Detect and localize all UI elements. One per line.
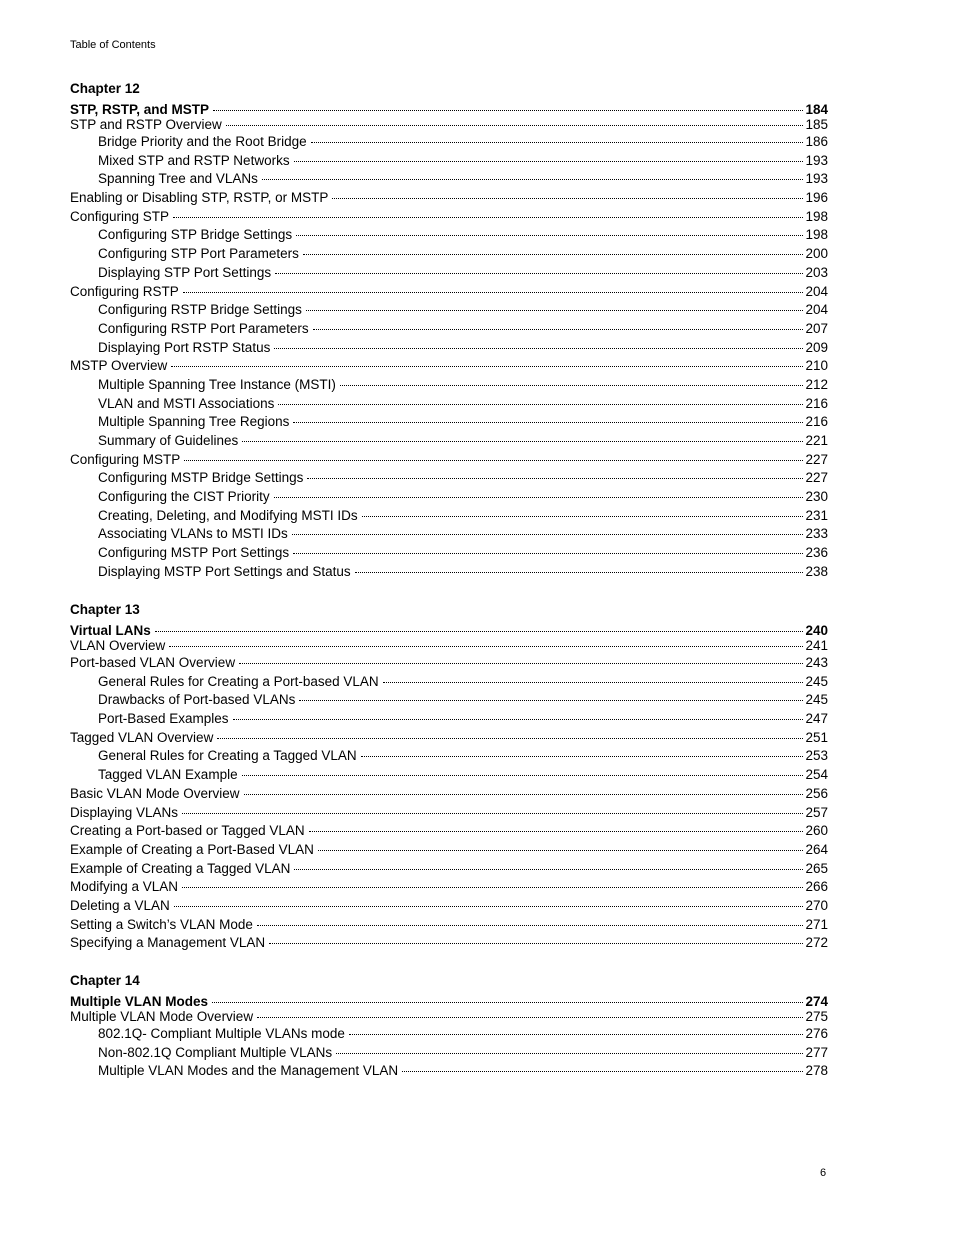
dot-leader — [226, 125, 804, 126]
dot-leader — [318, 850, 804, 851]
dot-leader — [182, 887, 803, 888]
toc-subentry[interactable] — [70, 766, 828, 785]
toc-page-number: 278 — [805, 1063, 828, 1079]
dot-leader — [361, 756, 804, 757]
toc-entry-text: VLAN Overview — [70, 638, 166, 653]
dot-leader — [299, 700, 803, 701]
toc-entry-text: Specifying a Management VLAN — [70, 935, 266, 951]
toc-page-number: 193 — [805, 171, 828, 187]
toc-subentry[interactable] — [70, 747, 828, 766]
chapter-13-section — [70, 601, 828, 953]
toc-page-number: 198 — [805, 208, 828, 224]
toc-subentry[interactable] — [70, 226, 828, 245]
dot-leader — [213, 110, 803, 111]
toc-subentry[interactable] — [70, 710, 828, 729]
toc-entry-text: Multiple Spanning Tree Regions — [98, 414, 290, 430]
toc-entry-text: Summary of Guidelines — [98, 433, 239, 448]
toc-page-number: 265 — [805, 860, 828, 876]
dot-leader — [306, 310, 804, 311]
dot-leader — [262, 179, 804, 180]
toc-entry-text: Configuring the CIST Priority — [98, 489, 270, 505]
toc-entry[interactable] — [70, 841, 828, 860]
toc-entry[interactable] — [70, 189, 828, 208]
toc-entry-text: Virtual LANs — [70, 623, 151, 638]
toc-page-number: 241 — [805, 638, 828, 653]
toc-entry[interactable] — [70, 283, 828, 302]
dot-leader — [274, 497, 804, 498]
toc-entry[interactable] — [70, 934, 828, 953]
toc-page-number: 216 — [805, 395, 828, 411]
dot-leader — [155, 631, 804, 632]
toc-page-number: 257 — [805, 804, 828, 820]
toc-page-number: 184 — [805, 102, 828, 117]
toc-page-number: 271 — [805, 916, 828, 932]
toc-subentry[interactable] — [70, 563, 828, 582]
toc-entry-text: Setting a Switch’s VLAN Mode — [70, 916, 253, 932]
toc-entry-text: Displaying Port RSTP Status — [98, 339, 271, 355]
toc-entry-text: Example of Creating a Port-Based VLAN — [70, 841, 314, 857]
toc-page-number: 204 — [805, 283, 828, 299]
toc-entry-text: Multiple VLAN Modes and the Management VLAN — [98, 1063, 399, 1079]
toc-subentry[interactable] — [70, 376, 828, 395]
toc-page-number: 186 — [805, 134, 828, 149]
dot-leader — [171, 366, 803, 367]
toc-page-number: 270 — [805, 897, 828, 913]
toc-entry-text: Deleting a VLAN — [70, 897, 170, 913]
toc-entry[interactable] — [70, 451, 828, 470]
toc-entry-text: Displaying VLANs — [70, 804, 179, 820]
toc-subentry[interactable] — [70, 245, 828, 264]
toc-entry[interactable] — [70, 897, 828, 916]
dot-leader — [296, 235, 803, 236]
toc-entry-text: Drawbacks of Port-based VLANs — [98, 692, 296, 708]
toc-subentry[interactable] — [70, 1025, 828, 1044]
toc-page-number: 227 — [805, 470, 828, 486]
dot-leader — [212, 1002, 803, 1003]
toc-entry[interactable] — [70, 916, 828, 935]
toc-entry-text: Example of Creating a Tagged VLAN — [70, 860, 291, 876]
toc-subentry[interactable] — [70, 1044, 828, 1063]
toc-subentry[interactable] — [70, 339, 828, 358]
toc-subentry[interactable] — [70, 469, 828, 488]
toc-entry[interactable] — [70, 878, 828, 897]
toc-entry-text: Displaying MSTP Port Settings and Status — [98, 563, 351, 579]
chapter-14-section — [70, 972, 828, 1081]
dot-leader — [349, 1034, 804, 1035]
toc-entry-text: Configuring RSTP Bridge Settings — [98, 302, 302, 318]
toc-page-number: 260 — [805, 823, 828, 839]
toc-entry[interactable] — [70, 804, 828, 823]
dot-leader — [174, 906, 804, 907]
toc-page-number: 230 — [805, 489, 828, 505]
chapter-label: Chapter 13 — [70, 602, 140, 617]
toc-page-number: 276 — [805, 1026, 828, 1041]
toc-entry-text: Creating, Deleting, and Modifying MSTI IDs — [98, 507, 358, 523]
toc-page-number: 207 — [805, 320, 828, 336]
dot-leader — [242, 441, 803, 442]
toc-entry[interactable] — [70, 357, 828, 376]
toc-subentry[interactable] — [70, 170, 828, 189]
toc-subentry[interactable] — [70, 432, 828, 451]
toc-page-number: 221 — [805, 433, 828, 448]
toc-subentry[interactable] — [70, 301, 828, 320]
toc-entry-text: Creating a Port-based or Tagged VLAN — [70, 823, 305, 839]
toc-subentry[interactable] — [70, 133, 828, 152]
dot-leader — [169, 646, 803, 647]
toc-entry-text: Non-802.1Q Compliant Multiple VLANs — [98, 1044, 333, 1060]
toc-subentry[interactable] — [70, 691, 828, 710]
toc-page-number: 240 — [805, 623, 828, 638]
dot-leader — [182, 813, 803, 814]
toc-entry[interactable] — [70, 117, 828, 133]
dot-leader — [362, 516, 804, 517]
toc-subentry[interactable] — [70, 525, 828, 544]
dot-leader — [274, 348, 803, 349]
dot-leader — [217, 738, 803, 739]
toc-entry-text: Port-Based Examples — [98, 711, 229, 727]
toc-page-number: 275 — [805, 1009, 828, 1024]
dot-leader — [278, 404, 803, 405]
dot-leader — [184, 460, 803, 461]
chapter-title-entry[interactable] — [70, 102, 828, 117]
toc-entry-text: General Rules for Creating a Port-based VLAN — [98, 673, 379, 689]
toc-page-number: 200 — [805, 246, 828, 262]
toc-page-number: 256 — [805, 785, 828, 801]
toc-entry[interactable] — [70, 729, 828, 748]
toc-entry-text: Configuring RSTP Port Parameters — [98, 320, 309, 336]
toc-page-number: 254 — [805, 767, 828, 783]
toc-subentry[interactable] — [70, 1062, 828, 1081]
toc-entry-text: Bridge Priority and the Root Bridge — [98, 134, 307, 149]
toc-entry-text: VLAN and MSTI Associations — [98, 395, 275, 411]
toc-page-number: 264 — [805, 841, 828, 857]
toc-entry-text: Configuring RSTP — [70, 283, 179, 299]
toc-page-number: 245 — [805, 692, 828, 708]
toc-entry-text: MSTP Overview — [70, 358, 168, 374]
page-number: 6 — [820, 1167, 827, 1179]
dot-leader — [242, 775, 804, 776]
dot-leader — [307, 478, 803, 479]
toc-entry-text: Enabling or Disabling STP, RSTP, or MSTP — [70, 190, 329, 206]
toc-entry[interactable] — [70, 860, 828, 879]
chapter-title-entry[interactable] — [70, 994, 828, 1009]
toc-entry-text: Port-based VLAN Overview — [70, 655, 236, 670]
running-header: Table of Contents — [70, 39, 156, 51]
toc-entry-text: 802.1Q- Compliant Multiple VLANs mode — [98, 1026, 345, 1041]
toc-entry[interactable] — [70, 1009, 828, 1025]
dot-leader — [311, 142, 804, 143]
dot-leader — [355, 572, 804, 573]
dot-leader — [313, 329, 804, 330]
toc-page-number: 198 — [805, 227, 828, 243]
toc-entry-text: Multiple Spanning Tree Instance (MSTI) — [98, 376, 336, 392]
toc-subentry[interactable] — [70, 264, 828, 283]
dot-leader — [293, 422, 803, 423]
chapter-title-entry[interactable] — [70, 623, 828, 638]
toc-subentry[interactable] — [70, 413, 828, 432]
dot-leader — [233, 719, 804, 720]
toc-entry-text: STP and RSTP Overview — [70, 117, 222, 132]
toc-page-number: 196 — [805, 190, 828, 206]
toc-subentry[interactable] — [70, 673, 828, 692]
dot-leader — [294, 869, 803, 870]
toc-page-number: 233 — [805, 526, 828, 542]
dot-leader — [257, 925, 804, 926]
toc-page-number: 272 — [805, 935, 828, 951]
dot-leader — [402, 1071, 803, 1072]
toc-page-number: 203 — [805, 264, 828, 280]
toc-page-number: 266 — [805, 879, 828, 895]
toc-entry[interactable] — [70, 654, 828, 673]
toc-entry[interactable] — [70, 638, 828, 654]
toc-page-number: 216 — [805, 414, 828, 430]
chapter-12-section — [70, 80, 828, 582]
toc-entry-text: Multiple VLAN Mode Overview — [70, 1009, 254, 1024]
dot-leader — [336, 1053, 803, 1054]
dot-leader — [309, 831, 804, 832]
toc-page-number: 185 — [805, 117, 828, 132]
dot-leader — [257, 1017, 803, 1018]
chapter-label: Chapter 14 — [70, 973, 140, 988]
toc-page-number: 238 — [805, 563, 828, 579]
toc-entry-text: Basic VLAN Mode Overview — [70, 785, 240, 801]
toc-page-number: 204 — [805, 302, 828, 318]
toc-subentry[interactable] — [70, 395, 828, 414]
dot-leader — [244, 794, 804, 795]
toc-page-number: 210 — [805, 358, 828, 374]
dot-leader — [294, 161, 804, 162]
toc-page-number: 251 — [805, 729, 828, 745]
toc-subentry[interactable] — [70, 544, 828, 563]
dot-leader — [183, 292, 804, 293]
toc-page-number: 247 — [805, 711, 828, 727]
toc-entry[interactable] — [70, 785, 828, 804]
toc-page-number: 245 — [805, 673, 828, 689]
toc-entry[interactable] — [70, 208, 828, 227]
dot-leader — [293, 553, 803, 554]
toc-entry-text: Configuring STP Bridge Settings — [98, 227, 293, 243]
toc-entry-text: Configuring MSTP Bridge Settings — [98, 470, 304, 486]
toc-entry-text: General Rules for Creating a Tagged VLAN — [98, 748, 357, 764]
toc-subentry[interactable] — [70, 320, 828, 339]
toc-page-number: 236 — [805, 545, 828, 561]
dot-leader — [303, 254, 804, 255]
dot-leader — [292, 534, 804, 535]
toc-page-number: 274 — [805, 994, 828, 1009]
toc-entry-text: Tagged VLAN Example — [98, 767, 238, 783]
toc-entry-text: Mixed STP and RSTP Networks — [98, 152, 290, 168]
toc-page-number: 277 — [805, 1044, 828, 1060]
toc-entry-text: Configuring STP Port Parameters — [98, 246, 299, 262]
toc-entry-text: Multiple VLAN Modes — [70, 994, 208, 1009]
dot-leader — [332, 198, 803, 199]
toc-page-number: 209 — [805, 339, 828, 355]
dot-leader — [269, 943, 803, 944]
dot-leader — [239, 663, 803, 664]
dot-leader — [275, 273, 803, 274]
toc-page-number: 193 — [805, 152, 828, 168]
toc-entry-text: Tagged VLAN Overview — [70, 729, 214, 745]
toc-page-number: 253 — [805, 748, 828, 764]
toc-entry-text: Configuring MSTP Port Settings — [98, 545, 290, 561]
toc-entry[interactable] — [70, 822, 828, 841]
toc-subentry[interactable] — [70, 152, 828, 171]
toc-subentry[interactable] — [70, 507, 828, 526]
dot-leader — [173, 217, 803, 218]
toc-entry-text: STP, RSTP, and MSTP — [70, 102, 210, 117]
toc-page-number: 212 — [805, 376, 828, 392]
toc-page-number: 227 — [805, 451, 828, 467]
toc-entry-text: Configuring MSTP — [70, 451, 181, 467]
toc-entry-text: Modifying a VLAN — [70, 879, 179, 895]
chapter-label: Chapter 12 — [70, 81, 140, 96]
toc-page-number: 231 — [805, 507, 828, 523]
toc-subentry[interactable] — [70, 488, 828, 507]
toc-page-number: 243 — [805, 655, 828, 670]
toc-entry-text: Spanning Tree and VLANs — [98, 171, 258, 187]
toc-entry-text: Displaying STP Port Settings — [98, 264, 272, 280]
toc-entry-text: Associating VLANs to MSTI IDs — [98, 526, 288, 542]
dot-leader — [340, 385, 804, 386]
dot-leader — [383, 682, 804, 683]
toc-entry-text: Configuring STP — [70, 208, 170, 224]
